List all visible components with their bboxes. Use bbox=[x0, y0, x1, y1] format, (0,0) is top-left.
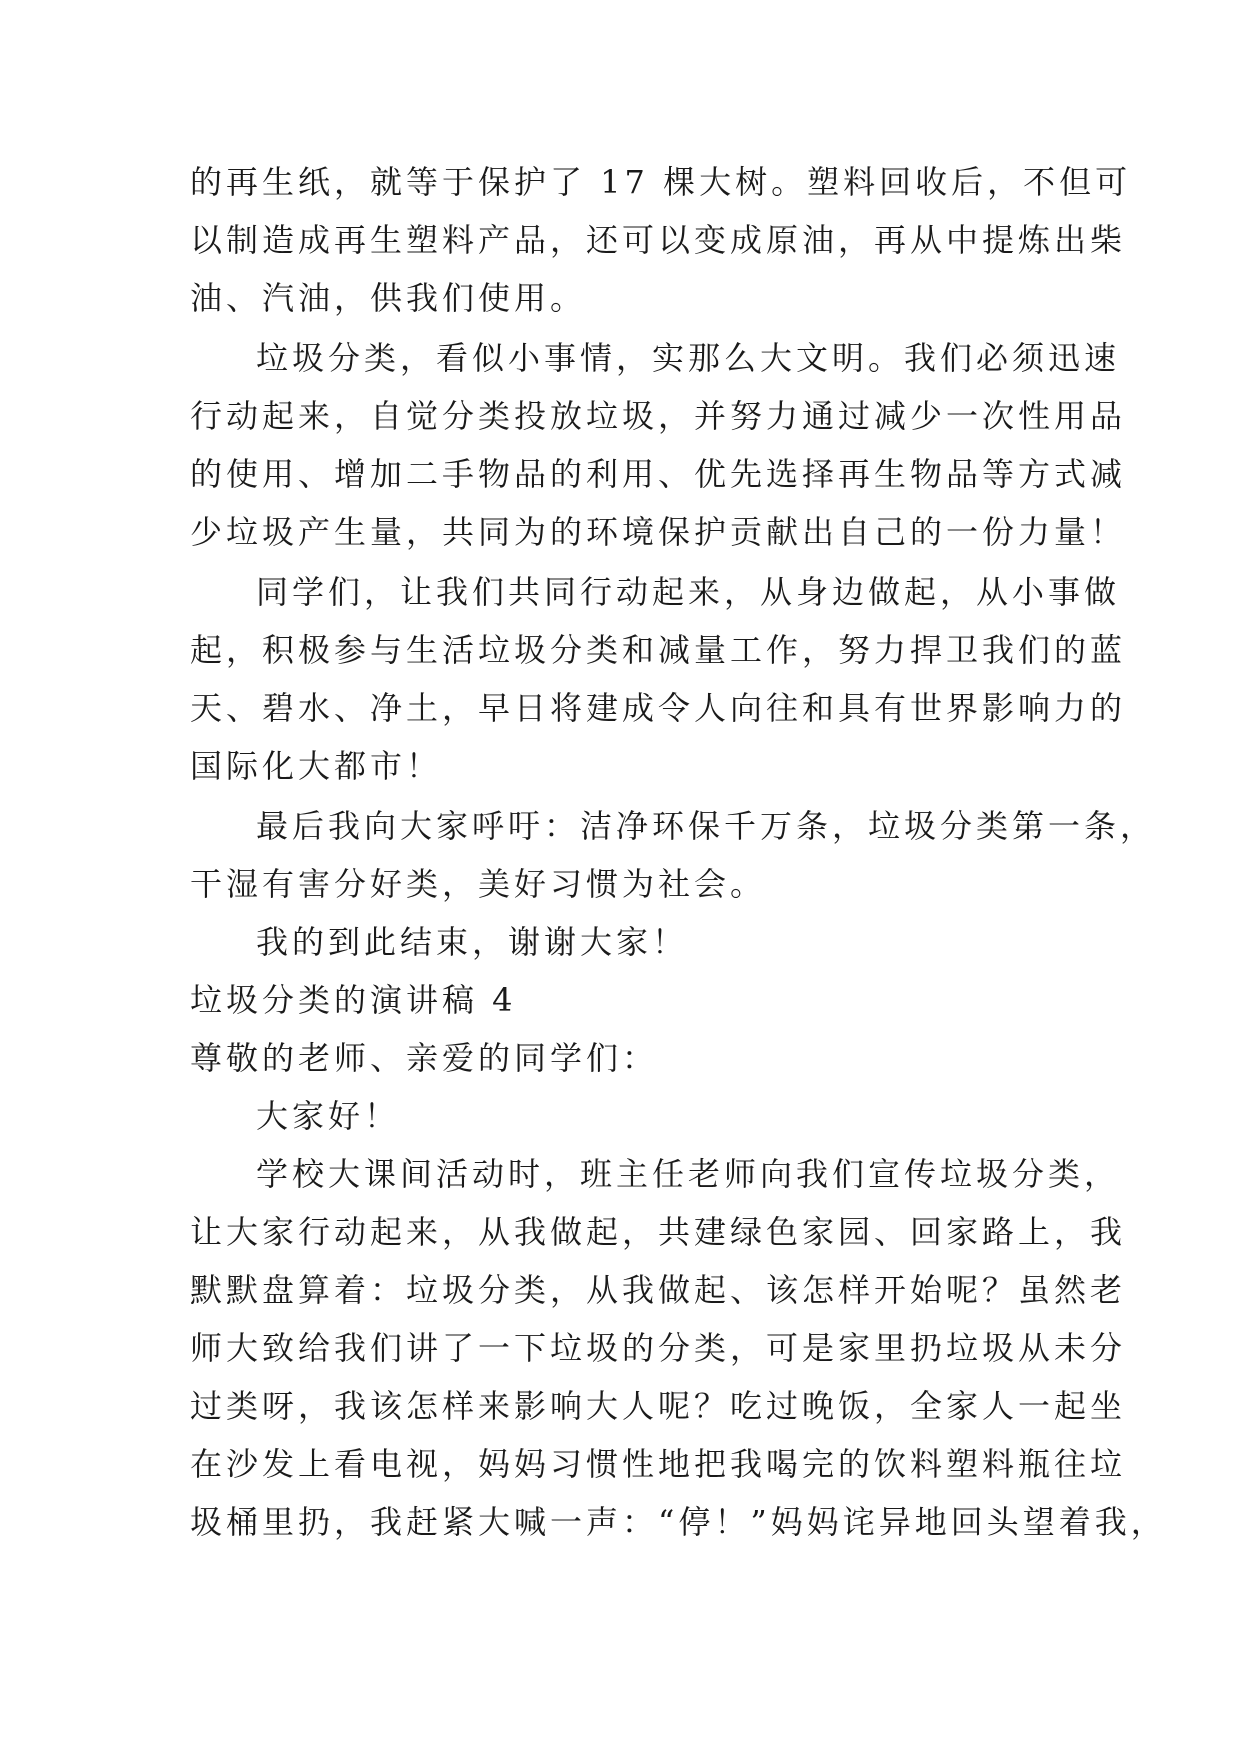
text-line: 的再生纸，就等于保护了 17 棵大树。塑料回收后，不但可 bbox=[190, 163, 1132, 201]
paragraph-first-line: 同学们，让我们共同行动起来，从身边做起，从小事做 bbox=[256, 573, 1121, 611]
text-line: 行动起来，自觉分类投放垃圾，并努力通过减少一次性用品 bbox=[190, 397, 1127, 435]
section-title: 垃圾分类的演讲稿 4 bbox=[190, 981, 517, 1019]
text-line: 国际化大都市！ bbox=[190, 747, 443, 785]
text-line: 天、碧水、净土，早日将建成令人向往和具有世界影响力的 bbox=[190, 689, 1127, 727]
salutation: 尊敬的老师、亲爱的同学们： bbox=[190, 1039, 659, 1077]
text-line: 默默盘算着：垃圾分类，从我做起、该怎样开始呢？虽然老 bbox=[190, 1271, 1127, 1309]
text-line: 在沙发上看电视，妈妈习惯性地把我喝完的饮料塑料瓶往垃 bbox=[190, 1445, 1127, 1483]
paragraph-first-line: 最后我向大家呼吁：洁净环保千万条，垃圾分类第一条， bbox=[256, 807, 1157, 845]
text-line: 过类呀，我该怎样来影响大人呢？吃过晚饭，全家人一起坐 bbox=[190, 1387, 1127, 1425]
text-line: 师大致给我们讲了一下垃圾的分类，可是家里扔垃圾从未分 bbox=[190, 1329, 1127, 1367]
greeting: 大家好！ bbox=[256, 1097, 401, 1135]
text-line: 圾桶里扔，我赶紧大喊一声：“停！”妈妈诧异地回头望着我， bbox=[190, 1503, 1167, 1541]
text-line: 干湿有害分好类，美好习惯为社会。 bbox=[190, 865, 767, 903]
paragraph-first-line: 垃圾分类，看似小事情，实那么大文明。我们必须迅速 bbox=[256, 339, 1121, 377]
paragraph-first-line: 学校大课间活动时，班主任老师向我们宣传垃圾分类， bbox=[256, 1155, 1121, 1193]
text-line: 的使用、增加二手物品的利用、优先选择再生物品等方式减 bbox=[190, 455, 1127, 493]
closing-line: 我的到此结束，谢谢大家！ bbox=[256, 923, 689, 961]
text-line: 起，积极参与生活垃圾分类和减量工作，努力捍卫我们的蓝 bbox=[190, 631, 1127, 669]
text-line: 让大家行动起来，从我做起，共建绿色家园、回家路上，我 bbox=[190, 1213, 1127, 1251]
text-line: 少垃圾产生量，共同为的环境保护贡献出自己的一份力量！ bbox=[190, 513, 1127, 551]
text-line: 以制造成再生塑料产品，还可以变成原油，再从中提炼出柴 bbox=[190, 221, 1127, 259]
text-line: 油、汽油，供我们使用。 bbox=[190, 279, 587, 317]
